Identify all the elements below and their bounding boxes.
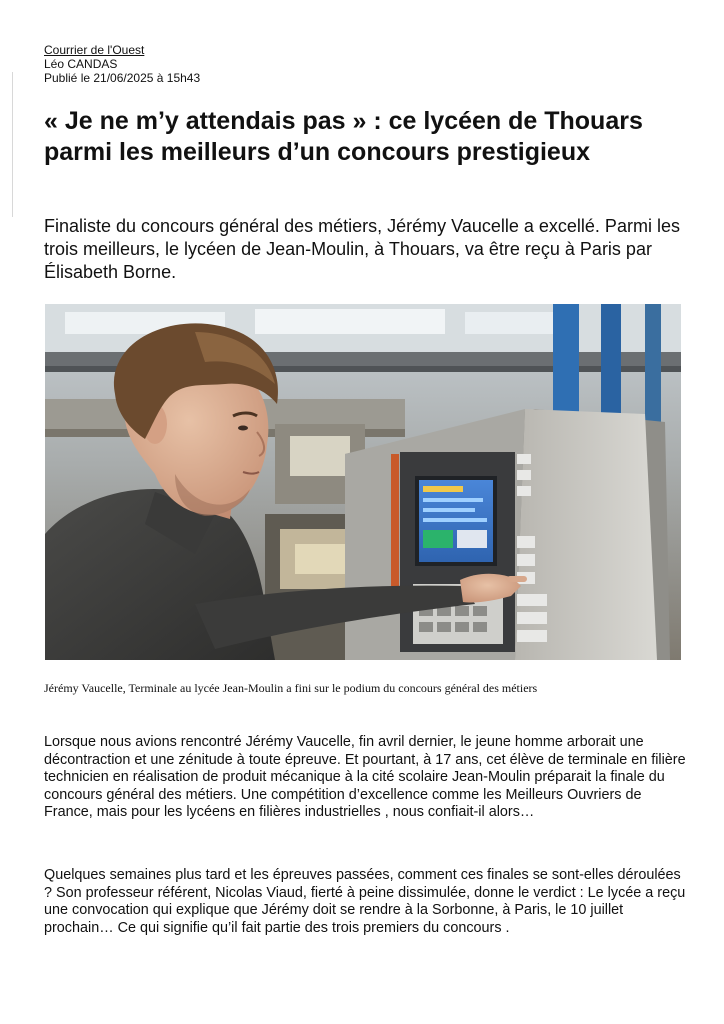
source-name[interactable]: Courrier de l'Ouest bbox=[44, 43, 145, 57]
article-paragraph-1: Lorsque nous avions rencontré Jérémy Vaucelle, fin avril dernier, le jeune homme arborait une décontraction et une zénitude à toute épreuve. Et pourtant, à 17 ans, cet élève de terminale en filière technicien en réalisation de produit mécanique à la cité scolaire Jean-Moulin préparait la finale du concours général des métiers. Une compétition d’excellence comme les Meilleurs Ouvriers de France, mais pour les lycéens en filières industrielles , nous confiait-il alors… bbox=[44, 734, 686, 821]
photo-caption: Jérémy Vaucelle, Terminale au lycée Jean-Moulin a fini sur le podium du concours général des métiers bbox=[44, 681, 538, 695]
page-margin-rule bbox=[12, 72, 13, 217]
article-headline: « Je ne m’y attendais pas » : ce lycéen de Thouars parmi les meilleurs d’un concours prestigieux bbox=[44, 107, 643, 166]
author-name: Léo CANDAS bbox=[44, 57, 118, 71]
article-photo bbox=[45, 304, 681, 660]
article-paragraph-2: Quelques semaines plus tard et les épreuves passées, comment ces finales se sont-elles déroulées ? Son professeur référent, Nicolas Viaud, fierté à peine dissimulée, donne le verdict : Le lycée a reçu une convocation qui explique que Jérémy doit se rendre à la Sorbonne, à Paris, le 10 juillet prochain… Ce qui signifie qu’il fait partie des trois premiers du concours . bbox=[44, 867, 686, 936]
publish-date: Publié le 21/06/2025 à 15h43 bbox=[44, 71, 201, 85]
article-meta bbox=[44, 43, 200, 85]
article-lead: Finaliste du concours général des métiers, Jérémy Vaucelle a excellé. Parmi les trois meilleurs, le lycéen de Jean-Moulin, à Thouars, va être reçu à Paris par Élisabeth Borne. bbox=[44, 216, 680, 282]
